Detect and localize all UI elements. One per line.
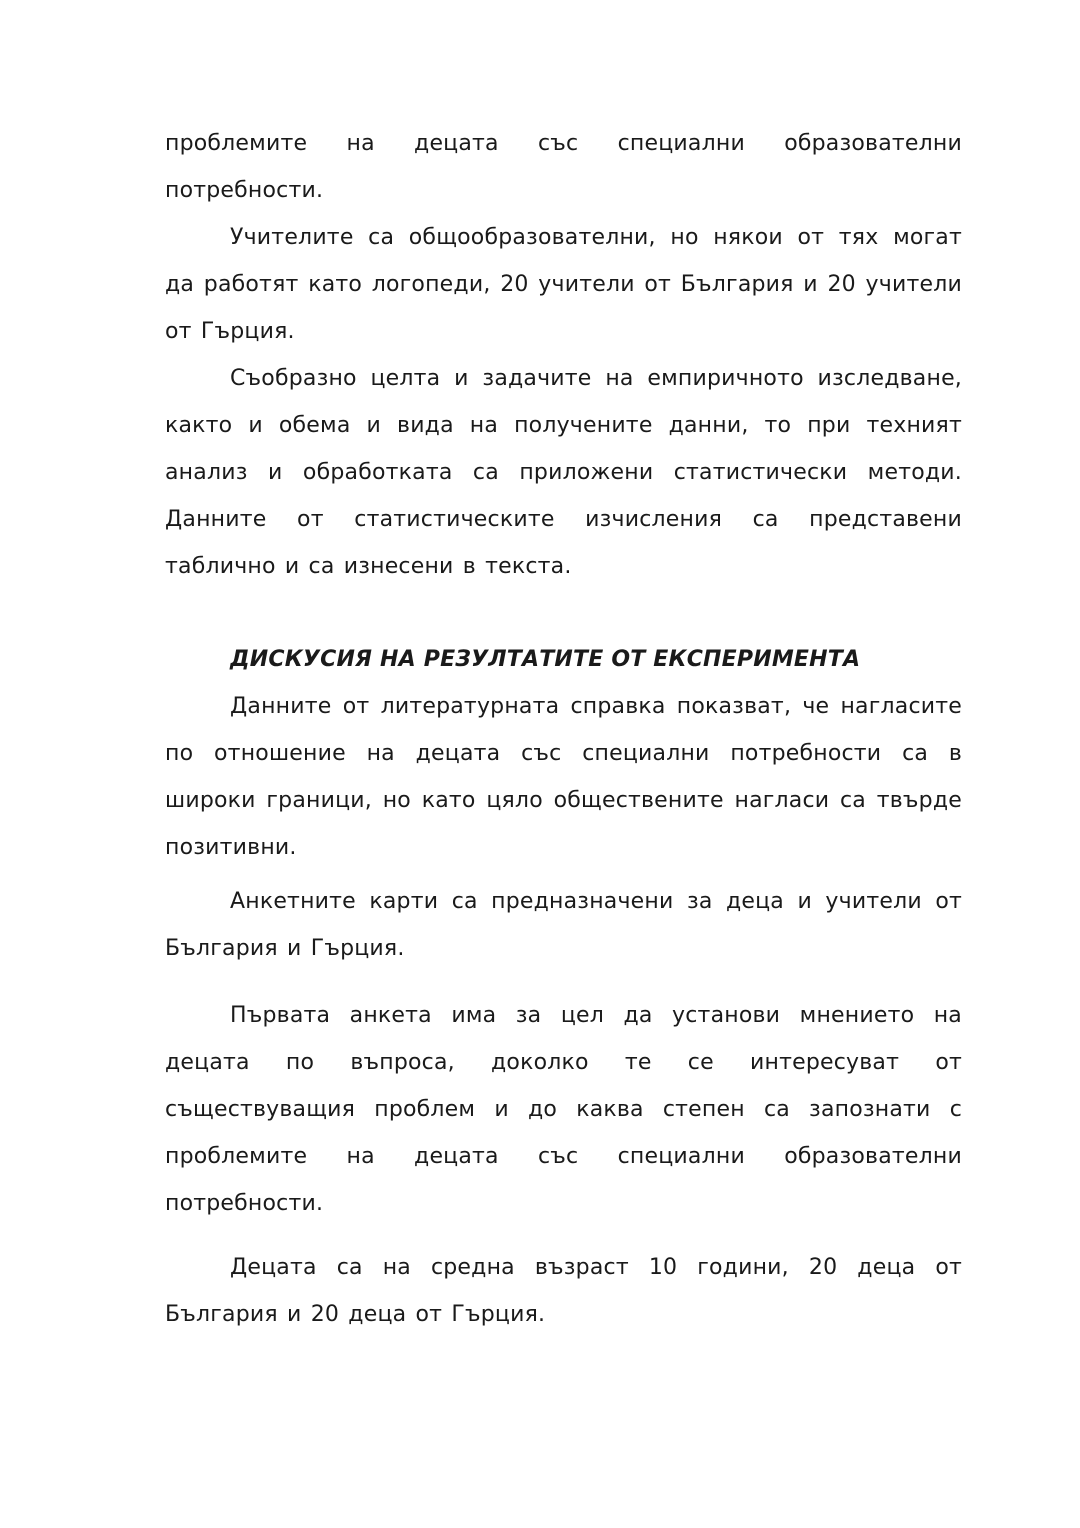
paragraph-continuation: проблемите на децата със специални образователни потребности. <box>165 131 962 203</box>
paragraph: Данните от литературната справка показват, че нагласите по отношение на децата със специални потребности са в широки граници, но като цяло обществените нагласи са твърде позитивни. <box>165 694 962 860</box>
paragraph: Учителите са общообразователни, но някои от тях могат да работят като логопеди, 20 учители от България и 20 учители от Гърция. <box>165 225 962 344</box>
paragraph: Първата анкета има за цел да установи мнението на децата по въпроса, доколко те се интересуват от съществуващия проблем и до каква степен са запознати с проблемите на децата със специални образователни потребности. <box>165 1003 962 1216</box>
section-heading: ДИСКУСИЯ НА РЕЗУЛТАТИТЕ ОТ ЕКСПЕРИМЕНТА <box>230 647 861 672</box>
paragraph: Съобразно целта и задачите на емпиричното изследване, както и обема и вида на получените данни, то при техният анализ и обработката са приложени статистически методи. Данните от статистическите изчисления са представени таблично и са изнесени в текста. <box>165 366 962 579</box>
paragraph: Децата са на средна възраст 10 години, 20 деца от България и 20 деца от Гърция. <box>165 1255 962 1327</box>
paragraph: Анкетните карти са предназначени за деца и учители от България и Гърция. <box>165 889 962 961</box>
